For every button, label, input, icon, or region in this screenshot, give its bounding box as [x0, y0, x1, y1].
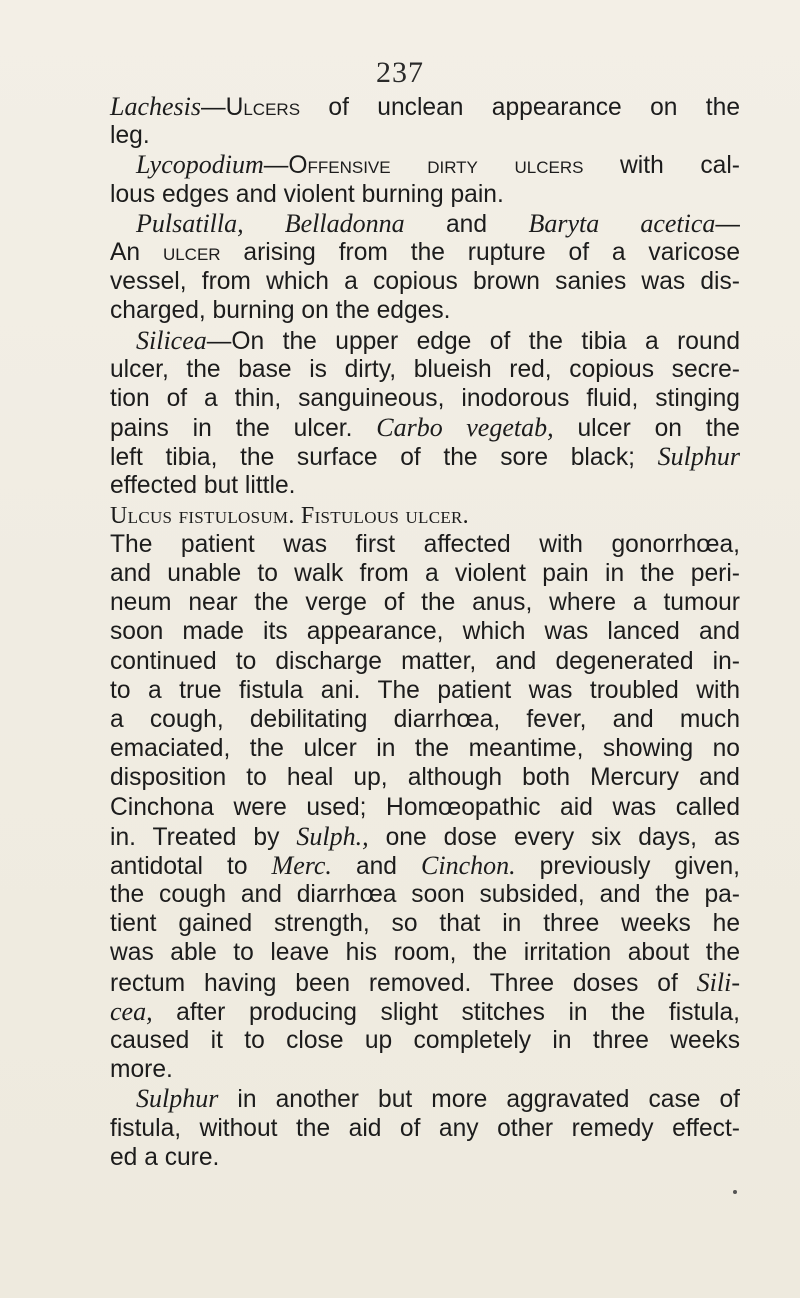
text-segment: rectum having been removed. Three doses of: [110, 969, 697, 997]
text-segment: more.: [110, 1056, 173, 1084]
text-segment: An: [110, 238, 163, 266]
text-line: [110, 384, 740, 413]
text-line: [110, 763, 740, 792]
text-line: [110, 413, 740, 442]
text-line: [110, 238, 740, 267]
text-line: [110, 355, 740, 384]
text-line: [110, 1026, 740, 1055]
remedy-name: Pulsatilla, Belladonna: [136, 208, 405, 238]
page-number: 237: [376, 56, 424, 89]
text-segment: continued to discharge matter, and degenerated in-: [110, 647, 740, 675]
text-segment: of unclean appearance on the: [300, 94, 740, 121]
text-line: [110, 1114, 740, 1143]
text-line: [110, 559, 740, 588]
text-line: [110, 326, 740, 355]
remedy-name: Sulphur: [657, 442, 740, 472]
text-segment: —: [201, 94, 226, 121]
text-segment: vessel, from which a copious brown sanies was dis-: [110, 268, 740, 296]
remedy-name: Lycopodium: [136, 150, 264, 180]
text-segment: ed a cure.: [110, 1143, 220, 1171]
text-segment: left tibia, the surface of the sore black;: [110, 444, 658, 472]
text-segment: arising from the rupture of a varicose: [220, 238, 740, 266]
remedy-name: Lachesis: [110, 92, 201, 121]
text-line: [110, 1055, 740, 1084]
text-line: [110, 442, 740, 471]
page-body-text: [110, 92, 740, 1172]
small-caps-text: Ulcers: [225, 94, 301, 121]
text-segment: The patient was first affected with gonorrhœa,: [110, 530, 740, 558]
text-segment: disposition to heal up, although both Mercury and: [110, 764, 740, 792]
text-segment: in another but more aggravated case of: [218, 1086, 740, 1114]
text-line: [110, 209, 740, 238]
text-segment: to a true fistula ani. The patient was troubled with: [110, 676, 740, 704]
small-caps-text: ulcer: [162, 238, 221, 266]
text-line: [110, 471, 740, 500]
text-segment: after producing slight stitches in the fistula,: [152, 998, 740, 1026]
text-line: [110, 617, 740, 646]
text-segment: tient gained strength, so that in three weeks he: [110, 910, 740, 938]
text-line: [110, 1084, 740, 1113]
text-segment: charged, burning on the edges.: [110, 297, 451, 325]
remedy-name: Cinchon.: [421, 850, 516, 880]
text-segment: and: [404, 210, 529, 238]
text-line: [110, 822, 740, 851]
text-segment: and unable to walk from a violent pain in the peri-: [110, 560, 740, 587]
text-line: [110, 851, 740, 880]
text-line: [110, 180, 740, 209]
remedy-name: Merc.: [271, 850, 332, 880]
text-line: [110, 909, 740, 938]
text-segment: fistula, without the aid of any other remedy effect-: [110, 1114, 740, 1142]
text-segment: ulcer on the: [553, 415, 740, 443]
text-line: [110, 793, 740, 822]
small-caps-text: Ulcus fistulosum. Fistulous ulcer.: [110, 502, 469, 529]
remedy-name: Sulphur: [136, 1084, 219, 1114]
text-line: [110, 647, 740, 676]
text-line: [110, 121, 740, 150]
text-segment: ulcer, the base is dirty, blueish red, copious secre-: [110, 355, 740, 383]
text-line: [110, 267, 740, 296]
text-segment: soon made its appearance, which was lanced and: [110, 618, 740, 646]
text-segment: —: [715, 210, 740, 238]
text-segment: Cinchona were used; Homœopathic aid was called: [110, 793, 740, 821]
text-line: [110, 734, 740, 763]
text-line: [110, 501, 740, 530]
text-line: [110, 92, 740, 121]
remedy-name: Carbo vegetab,: [376, 413, 554, 443]
text-line: [110, 1143, 740, 1172]
text-segment: with cal-: [583, 152, 740, 180]
text-segment: pains in the ulcer.: [110, 415, 377, 443]
text-line: [110, 530, 740, 559]
text-line: [110, 296, 740, 325]
text-line: [110, 705, 740, 734]
print-speck: [733, 1190, 737, 1194]
remedy-name: Baryta acetica: [528, 208, 716, 238]
text-line: [110, 588, 740, 617]
remedy-name: Sili-: [696, 967, 740, 997]
text-line: [110, 880, 740, 909]
text-segment: antidotal to: [110, 852, 272, 880]
text-segment: one dose every six days, as: [368, 823, 740, 851]
text-segment: emaciated, the ulcer in the meantime, showing no: [110, 735, 740, 763]
text-segment: was able to leave his room, the irritation about the: [110, 939, 740, 967]
text-line: [110, 676, 740, 705]
remedy-name: Silicea: [136, 325, 207, 355]
text-line: [110, 938, 740, 967]
text-segment: —On the upper edge of the tibia a round: [206, 327, 740, 355]
remedy-name: cea,: [110, 996, 153, 1026]
text-line: [110, 150, 740, 179]
text-segment: effected but little.: [110, 472, 296, 500]
text-segment: leg.: [110, 122, 150, 150]
text-segment: and: [331, 852, 422, 880]
small-caps-text: Offensive dirty ulcers: [288, 152, 584, 180]
text-segment: the cough and diarrhœa soon subsided, and the pa-: [110, 881, 740, 909]
text-line: [110, 968, 740, 997]
text-segment: neum near the verge of the anus, where a tumour: [110, 589, 740, 617]
text-segment: —: [263, 152, 289, 180]
text-segment: caused it to close up completely in three weeks: [110, 1027, 740, 1054]
text-segment: tion of a thin, sanguineous, inodorous fluid, stinging: [110, 384, 740, 412]
text-segment: lous edges and violent burning pain.: [110, 180, 504, 208]
remedy-name: Sulph.,: [296, 821, 369, 851]
text-segment: previously given,: [515, 852, 741, 880]
text-line: [110, 997, 740, 1026]
text-segment: in. Treated by: [110, 823, 297, 851]
text-segment: a cough, debilitating diarrhœa, fever, and much: [110, 705, 740, 733]
